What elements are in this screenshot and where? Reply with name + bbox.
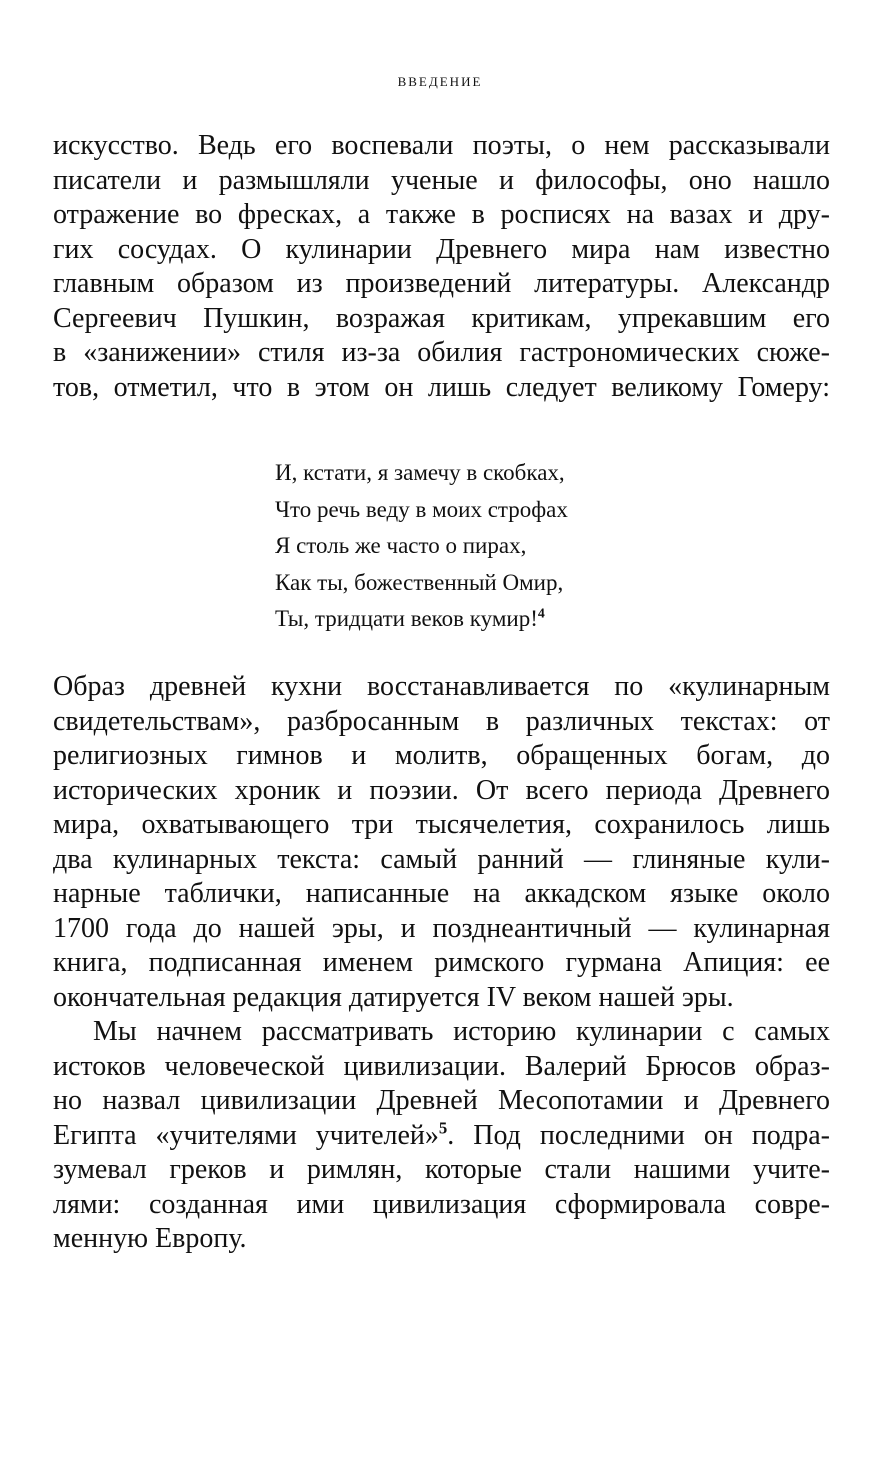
- text-line: Образ древней кухни восстанавливается по «кулинарным: [53, 671, 830, 702]
- text-line: нарные таблички, написанные на аккадском языке около: [53, 878, 830, 909]
- text-line: истоков человеческой цивилизации. Валерий Брюсов образ-: [53, 1050, 830, 1082]
- verse-line: И, кстати, я замечу в скобках,: [275, 460, 565, 485]
- paragraph-intro: [53, 129, 830, 405]
- text-line: главным образом из произведений литературы. Александр: [53, 268, 830, 299]
- text-line: но назвал цивилизации Древней Месопотамии и Древнего: [53, 1085, 830, 1116]
- text-line: лями: созданная ими цивилизация сформировала совре-: [53, 1188, 830, 1220]
- text-line: искусство. Ведь его воспевали поэты, о нем рассказывали: [53, 130, 830, 161]
- verse-quote: [275, 455, 568, 638]
- text-line-with-footnote: [53, 1119, 830, 1154]
- text-line: тов, отметил, что в этом он лишь следует великому Гомеру:: [53, 371, 830, 403]
- paragraph-sources: [53, 670, 830, 1257]
- verse-line-text: Ты, тридцати веков кумир!: [275, 606, 538, 631]
- text-line: менную Европу.: [53, 1223, 247, 1254]
- verse-line: Как ты, божественный Омир,: [275, 569, 564, 595]
- text-line: мира, охватывающего три тысячелетия, сохранилось лишь: [53, 809, 830, 840]
- text-segment: Египта «учителями учителей»: [53, 1119, 439, 1151]
- text-line: окончательная редакция датируется IV веком нашей эры.: [53, 981, 734, 1013]
- running-head: ВВЕДЕНИЕ: [397, 74, 483, 89]
- verse-line: Что речь веду в моих строфах: [275, 496, 568, 522]
- text-line: свидетельствам», разбросанным в различных текстах: от: [53, 705, 830, 737]
- text-line: религиозных гимнов и молитв, обращенных богам, до: [53, 740, 830, 771]
- footnote-ref-5[interactable]: 5: [438, 1118, 448, 1138]
- text-line: Сергеевич Пушкин, возражая критикам, упрекавшим его: [53, 302, 830, 334]
- text-line: писатели и размышляли ученые и философы, оно нашло: [53, 164, 830, 196]
- footnote-ref-4[interactable]: 4: [537, 605, 545, 621]
- text-line: в «занижении» стиля из-за обилия гастрономических сюже-: [53, 337, 830, 368]
- text-line: отражение во фресках, а также в росписях на вазах и дру-: [53, 199, 830, 230]
- verse-line: Я столь же часто о пирах,: [275, 533, 527, 558]
- verse-line-last: [275, 601, 568, 638]
- text-line: исторических хроник и поэзии. От всего периода Древнего: [53, 774, 830, 806]
- text-line: гих сосудах. О кулинарии Древнего мира нам известно: [53, 233, 830, 265]
- text-line: два кулинарных текста: самый ранний — глиняные кули-: [53, 843, 830, 875]
- text-line: зумевал греков и римлян, которые стали нашими учите-: [53, 1154, 830, 1185]
- text-line: Мы начнем рассматривать историю кулинарии с самых: [93, 1016, 830, 1047]
- text-line: 1700 года до нашей эры, и позднеантичный — кулинарная: [53, 912, 830, 944]
- text-segment: . Под последними он подра-: [447, 1119, 830, 1151]
- text-line: книга, подписанная именем римского гурмана Апиция: ее: [53, 947, 830, 978]
